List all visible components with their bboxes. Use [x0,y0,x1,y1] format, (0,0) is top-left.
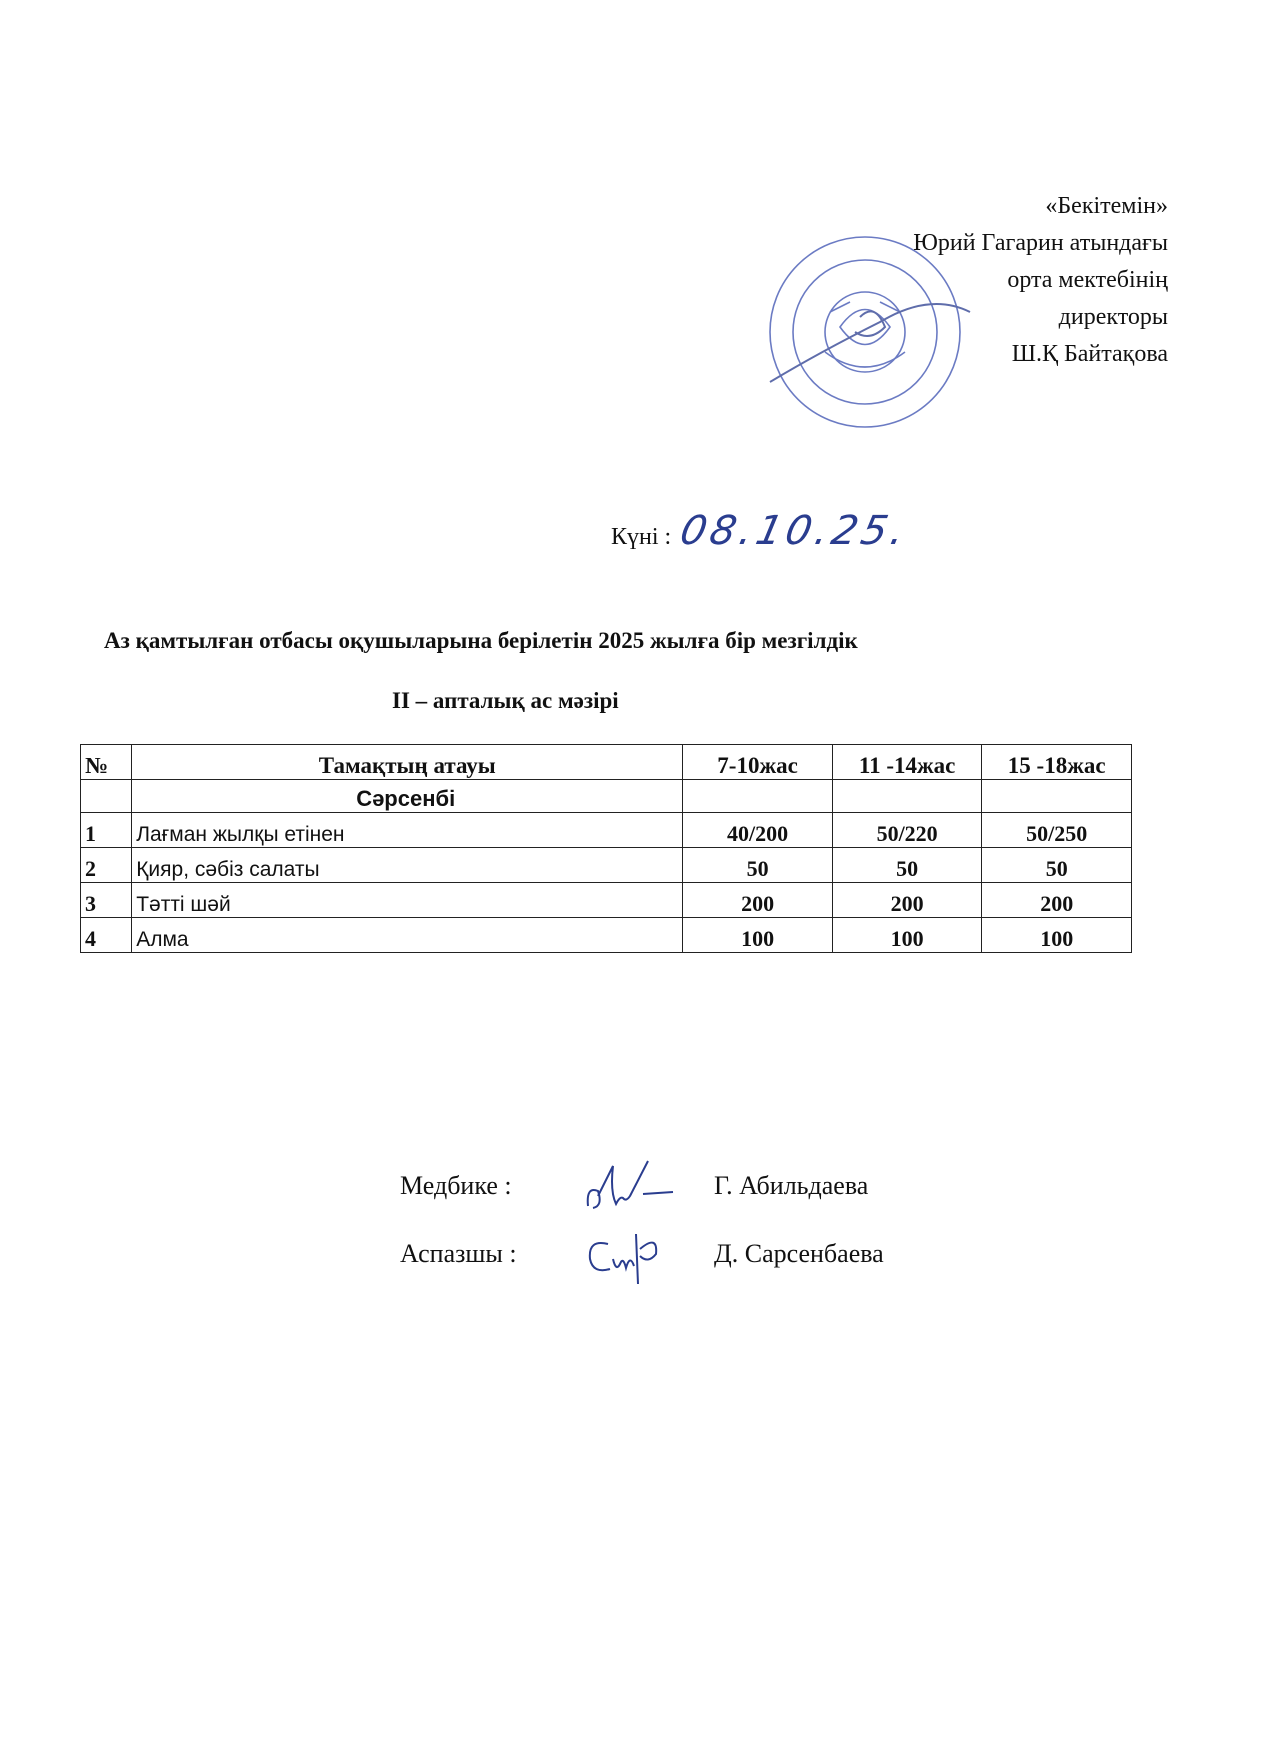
row-number: 3 [81,883,132,918]
portion-15-18: 50/250 [982,813,1132,848]
cook-role: Аспазшы : [400,1239,517,1268]
table-row [81,883,1132,918]
portion-7-10: 200 [683,883,833,918]
portion-11-14: 50 [832,848,982,883]
approval-line-2: орта мектебінің [1007,267,1168,293]
table-row [81,918,1132,953]
portion-11-14: 100 [832,918,982,953]
date-value: 08.10.25. [676,508,913,554]
header-age-15-18: 15 -18жас [982,745,1132,780]
cook-name: Д. Сарсенбаева [714,1239,884,1268]
approval-heading: «Бекітемін» [1045,193,1168,219]
table-header-row [81,745,1132,780]
dish-name: Лағман жылқы етінен [132,813,683,848]
date-label: Күні : [611,524,672,550]
dish-name: Тәтті шәй [132,883,683,918]
approval-line-1: Юрий Гагарин атындағы [913,230,1168,256]
nurse-role: Медбике : [400,1171,512,1200]
portion-7-10: 50 [683,848,833,883]
header-dish-name: Тамақтың атауы [132,745,683,780]
date-line [611,508,913,554]
portion-15-18: 200 [982,883,1132,918]
day-row [81,780,1132,813]
document-subtitle: ІІ – апталық ас мәзірі [392,688,619,713]
portion-11-14: 50/220 [832,813,982,848]
row-number: 1 [81,813,132,848]
director-name: Ш.Қ Байтақова [1011,341,1168,367]
portion-15-18: 50 [982,848,1132,883]
header-age-7-10: 7-10жас [683,745,833,780]
menu-table [80,744,1132,953]
portion-7-10: 40/200 [683,813,833,848]
approval-block [913,188,1168,373]
header-age-11-14: 11 -14жас [832,745,982,780]
row-number: 2 [81,848,132,883]
portion-7-10: 100 [683,918,833,953]
header-number: № [81,745,132,780]
dish-name: Қияр, сәбіз салаты [132,848,683,883]
document-title: Аз қамтылған отбасы оқушыларына берілетін 2025 жылға бір мезгілдік [104,628,858,653]
signature-row-cook [400,1220,884,1288]
approval-line-3: директоры [1058,304,1168,330]
nurse-signature [568,1156,710,1216]
nurse-name: Г. Абильдаева [714,1171,869,1200]
dish-name: Алма [132,918,683,953]
signature-block [400,1152,884,1288]
cook-signature [568,1224,710,1284]
table-row [81,848,1132,883]
portion-15-18: 100 [982,918,1132,953]
row-number: 4 [81,918,132,953]
signature-row-nurse [400,1152,884,1220]
table-row [81,813,1132,848]
portion-11-14: 200 [832,883,982,918]
day-label: Сәрсенбі [132,780,683,813]
